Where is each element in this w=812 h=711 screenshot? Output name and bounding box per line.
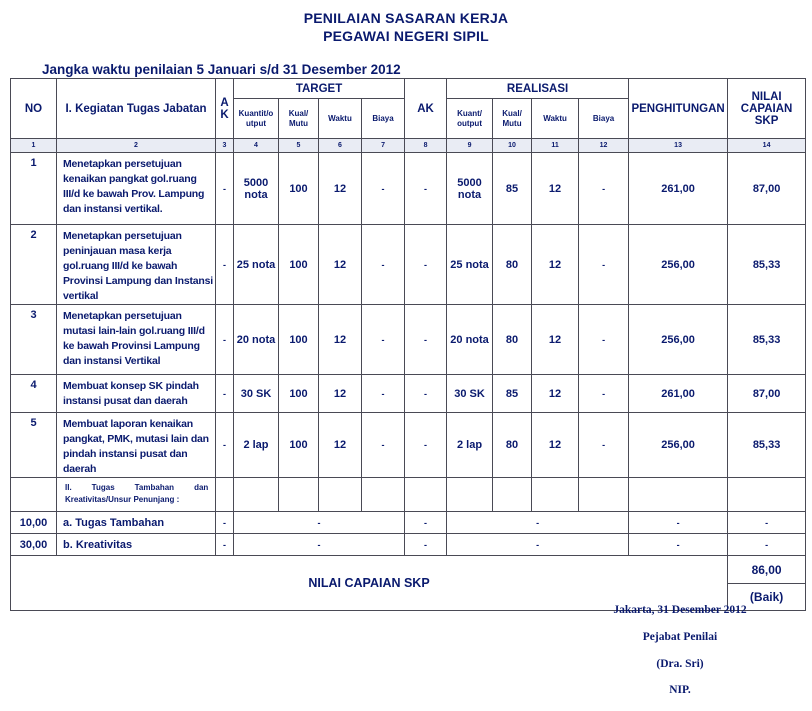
empty-cell bbox=[319, 478, 362, 512]
column-number: 9 bbox=[447, 139, 493, 153]
header-target-kuantitas: Kuantit/o utput bbox=[234, 99, 279, 139]
empty-cell bbox=[362, 478, 405, 512]
column-number: 6 bbox=[319, 139, 362, 153]
column-number: 3 bbox=[216, 139, 234, 153]
header-ak: AK bbox=[405, 79, 447, 139]
row-ak: - bbox=[216, 413, 234, 478]
row-penghitungan: 256,00 bbox=[629, 413, 728, 478]
row-ak: - bbox=[216, 225, 234, 305]
header-target-kualitas: Kual/ Mutu bbox=[279, 99, 319, 139]
document-subtitle: PEGAWAI NEGERI SIPIL bbox=[323, 28, 489, 44]
header-row-1 bbox=[11, 79, 806, 99]
row-realisasi-biaya: - bbox=[579, 153, 629, 225]
empty-cell bbox=[447, 478, 493, 512]
column-number: 13 bbox=[629, 139, 728, 153]
row-nilai: 85,33 bbox=[728, 225, 806, 305]
header-ak-stacked: A K bbox=[216, 79, 234, 139]
row-realisasi-kualitas: 80 bbox=[493, 305, 532, 375]
row-ak-realisasi: - bbox=[405, 153, 447, 225]
extra-target: - bbox=[234, 512, 405, 534]
row-realisasi-kuantitas: 5000 nota bbox=[447, 153, 493, 225]
total-row bbox=[11, 556, 806, 584]
row-target-kualitas: 100 bbox=[279, 413, 319, 478]
column-number: 12 bbox=[579, 139, 629, 153]
row-target-kuantitas: 2 lap bbox=[234, 413, 279, 478]
column-number: 2 bbox=[57, 139, 216, 153]
row-ak: - bbox=[216, 305, 234, 375]
empty-cell bbox=[629, 478, 728, 512]
row-description: Menetapkan persetujuan kenaikan pangkat gol.ruang III/d ke bawah Prov. Lampung dan instansi vertikal. bbox=[57, 153, 216, 225]
row-ak-realisasi: - bbox=[405, 305, 447, 375]
row-ak-realisasi: - bbox=[405, 413, 447, 478]
row-no: 4 bbox=[11, 375, 57, 413]
row-nilai: 87,00 bbox=[728, 153, 806, 225]
signature-name: (Dra. Sri) bbox=[656, 658, 704, 670]
column-number: 11 bbox=[532, 139, 579, 153]
row-realisasi-biaya: - bbox=[579, 375, 629, 413]
section-2-no bbox=[11, 478, 57, 512]
table-row bbox=[11, 375, 806, 413]
row-realisasi-biaya: - bbox=[579, 225, 629, 305]
row-realisasi-kualitas: 80 bbox=[493, 413, 532, 478]
total-value: 86,00 bbox=[728, 556, 806, 584]
row-nilai: 85,33 bbox=[728, 413, 806, 478]
column-number: 1 bbox=[11, 139, 57, 153]
row-description: Menetapkan persetujuan peninjauan masa kerja gol.ruang III/d ke bawah Provinsi Lampung dan Instansi vertikal bbox=[57, 225, 216, 305]
row-target-kualitas: 100 bbox=[279, 305, 319, 375]
row-target-waktu: 12 bbox=[319, 305, 362, 375]
signature-place-date: Jakarta, 31 Desember 2012 bbox=[613, 604, 747, 616]
row-no: 3 bbox=[11, 305, 57, 375]
row-penghitungan: 256,00 bbox=[629, 225, 728, 305]
row-ak: - bbox=[216, 375, 234, 413]
row-realisasi-waktu: 12 bbox=[532, 413, 579, 478]
total-grade: (Baik) bbox=[728, 584, 806, 611]
column-number-row bbox=[11, 139, 806, 153]
empty-cell bbox=[728, 478, 806, 512]
extra-realisasi: - bbox=[447, 534, 629, 556]
header-target: TARGET bbox=[234, 79, 405, 99]
extra-label: b. Kreativitas bbox=[57, 534, 216, 556]
column-number: 5 bbox=[279, 139, 319, 153]
header-no: NO bbox=[11, 79, 57, 139]
header-nilai-capaian: NILAI CAPAIAN SKP bbox=[728, 79, 806, 139]
header-realisasi-biaya: Biaya bbox=[579, 99, 629, 139]
empty-cell bbox=[532, 478, 579, 512]
row-target-kualitas: 100 bbox=[279, 153, 319, 225]
empty-cell bbox=[405, 478, 447, 512]
extra-penghitungan: - bbox=[629, 534, 728, 556]
row-no: 1 bbox=[11, 153, 57, 225]
total-label: NILAI CAPAIAN SKP bbox=[11, 556, 728, 611]
column-number: 8 bbox=[405, 139, 447, 153]
column-number: 4 bbox=[234, 139, 279, 153]
section-2-heading: II. Tugas Tambahan dan Kreativitas/Unsur Penunjang : bbox=[57, 478, 216, 512]
assessment-period: Jangka waktu penilaian 5 Januari s/d 31 Desember 2012 bbox=[42, 62, 401, 77]
row-description: Membuat konsep SK pindah instansi pusat dan daerah bbox=[57, 375, 216, 413]
row-target-kuantitas: 20 nota bbox=[234, 305, 279, 375]
row-realisasi-kuantitas: 2 lap bbox=[447, 413, 493, 478]
header-realisasi-waktu: Waktu bbox=[532, 99, 579, 139]
header-target-waktu: Waktu bbox=[319, 99, 362, 139]
row-ak-realisasi: - bbox=[405, 225, 447, 305]
extra-label: a. Tugas Tambahan bbox=[57, 512, 216, 534]
empty-cell bbox=[579, 478, 629, 512]
row-target-waktu: 12 bbox=[319, 375, 362, 413]
row-target-biaya: - bbox=[362, 375, 405, 413]
row-target-biaya: - bbox=[362, 153, 405, 225]
row-penghitungan: 261,00 bbox=[629, 375, 728, 413]
row-target-biaya: - bbox=[362, 413, 405, 478]
row-target-kuantitas: 5000 nota bbox=[234, 153, 279, 225]
extra-ak-realisasi: - bbox=[405, 512, 447, 534]
column-number: 14 bbox=[728, 139, 806, 153]
signature-nip: NIP. bbox=[669, 684, 691, 696]
row-target-biaya: - bbox=[362, 225, 405, 305]
signature-role: Pejabat Penilai bbox=[642, 631, 718, 643]
row-description: Menetapkan persetujuan mutasi lain-lain gol.ruang III/d ke bawah Provinsi Lampung dan instansi Vertikal bbox=[57, 305, 216, 375]
row-description: Membuat laporan kenaikan pangkat, PMK, mutasi lain dan pindah instansi pusat dan daerah bbox=[57, 413, 216, 478]
table-row bbox=[11, 413, 806, 478]
column-number: 10 bbox=[493, 139, 532, 153]
table-row bbox=[11, 153, 806, 225]
column-number: 7 bbox=[362, 139, 405, 153]
row-realisasi-waktu: 12 bbox=[532, 305, 579, 375]
row-penghitungan: 261,00 bbox=[629, 153, 728, 225]
row-target-biaya: - bbox=[362, 305, 405, 375]
row-realisasi-biaya: - bbox=[579, 413, 629, 478]
row-target-kuantitas: 25 nota bbox=[234, 225, 279, 305]
row-realisasi-kuantitas: 25 nota bbox=[447, 225, 493, 305]
table-row bbox=[11, 225, 806, 305]
extra-row bbox=[11, 512, 806, 534]
skp-table bbox=[10, 78, 806, 611]
row-target-waktu: 12 bbox=[319, 225, 362, 305]
extra-nilai: - bbox=[728, 534, 806, 556]
row-realisasi-waktu: 12 bbox=[532, 153, 579, 225]
row-target-waktu: 12 bbox=[319, 153, 362, 225]
header-target-biaya: Biaya bbox=[362, 99, 405, 139]
section-2-row bbox=[11, 478, 806, 512]
extra-no: 30,00 bbox=[11, 534, 57, 556]
extra-no: 10,00 bbox=[11, 512, 57, 534]
row-no: 5 bbox=[11, 413, 57, 478]
extra-ak: - bbox=[216, 512, 234, 534]
header-realisasi-kuantitas: Kuant/ output bbox=[447, 99, 493, 139]
header-penghitungan: PENGHITUNGAN bbox=[629, 79, 728, 139]
row-ak: - bbox=[216, 153, 234, 225]
empty-cell bbox=[279, 478, 319, 512]
row-nilai: 85,33 bbox=[728, 305, 806, 375]
extra-target: - bbox=[234, 534, 405, 556]
row-target-kualitas: 100 bbox=[279, 375, 319, 413]
row-realisasi-kualitas: 80 bbox=[493, 225, 532, 305]
extra-penghitungan: - bbox=[629, 512, 728, 534]
extra-ak-realisasi: - bbox=[405, 534, 447, 556]
table-row bbox=[11, 305, 806, 375]
extra-row bbox=[11, 534, 806, 556]
row-ak-realisasi: - bbox=[405, 375, 447, 413]
header-realisasi-kualitas: Kual/ Mutu bbox=[493, 99, 532, 139]
row-target-kualitas: 100 bbox=[279, 225, 319, 305]
row-nilai: 87,00 bbox=[728, 375, 806, 413]
row-penghitungan: 256,00 bbox=[629, 305, 728, 375]
row-no: 2 bbox=[11, 225, 57, 305]
empty-cell bbox=[216, 478, 234, 512]
row-realisasi-kualitas: 85 bbox=[493, 375, 532, 413]
empty-cell bbox=[234, 478, 279, 512]
row-target-waktu: 12 bbox=[319, 413, 362, 478]
row-target-kuantitas: 30 SK bbox=[234, 375, 279, 413]
extra-nilai: - bbox=[728, 512, 806, 534]
row-realisasi-kualitas: 85 bbox=[493, 153, 532, 225]
header-realisasi: REALISASI bbox=[447, 79, 629, 99]
empty-cell bbox=[493, 478, 532, 512]
row-realisasi-kuantitas: 30 SK bbox=[447, 375, 493, 413]
extra-ak: - bbox=[216, 534, 234, 556]
row-realisasi-kuantitas: 20 nota bbox=[447, 305, 493, 375]
document-title: PENILAIAN SASARAN KERJA bbox=[303, 10, 509, 26]
row-realisasi-biaya: - bbox=[579, 305, 629, 375]
row-realisasi-waktu: 12 bbox=[532, 225, 579, 305]
row-realisasi-waktu: 12 bbox=[532, 375, 579, 413]
header-kegiatan: I. Kegiatan Tugas Jabatan bbox=[57, 79, 216, 139]
extra-realisasi: - bbox=[447, 512, 629, 534]
